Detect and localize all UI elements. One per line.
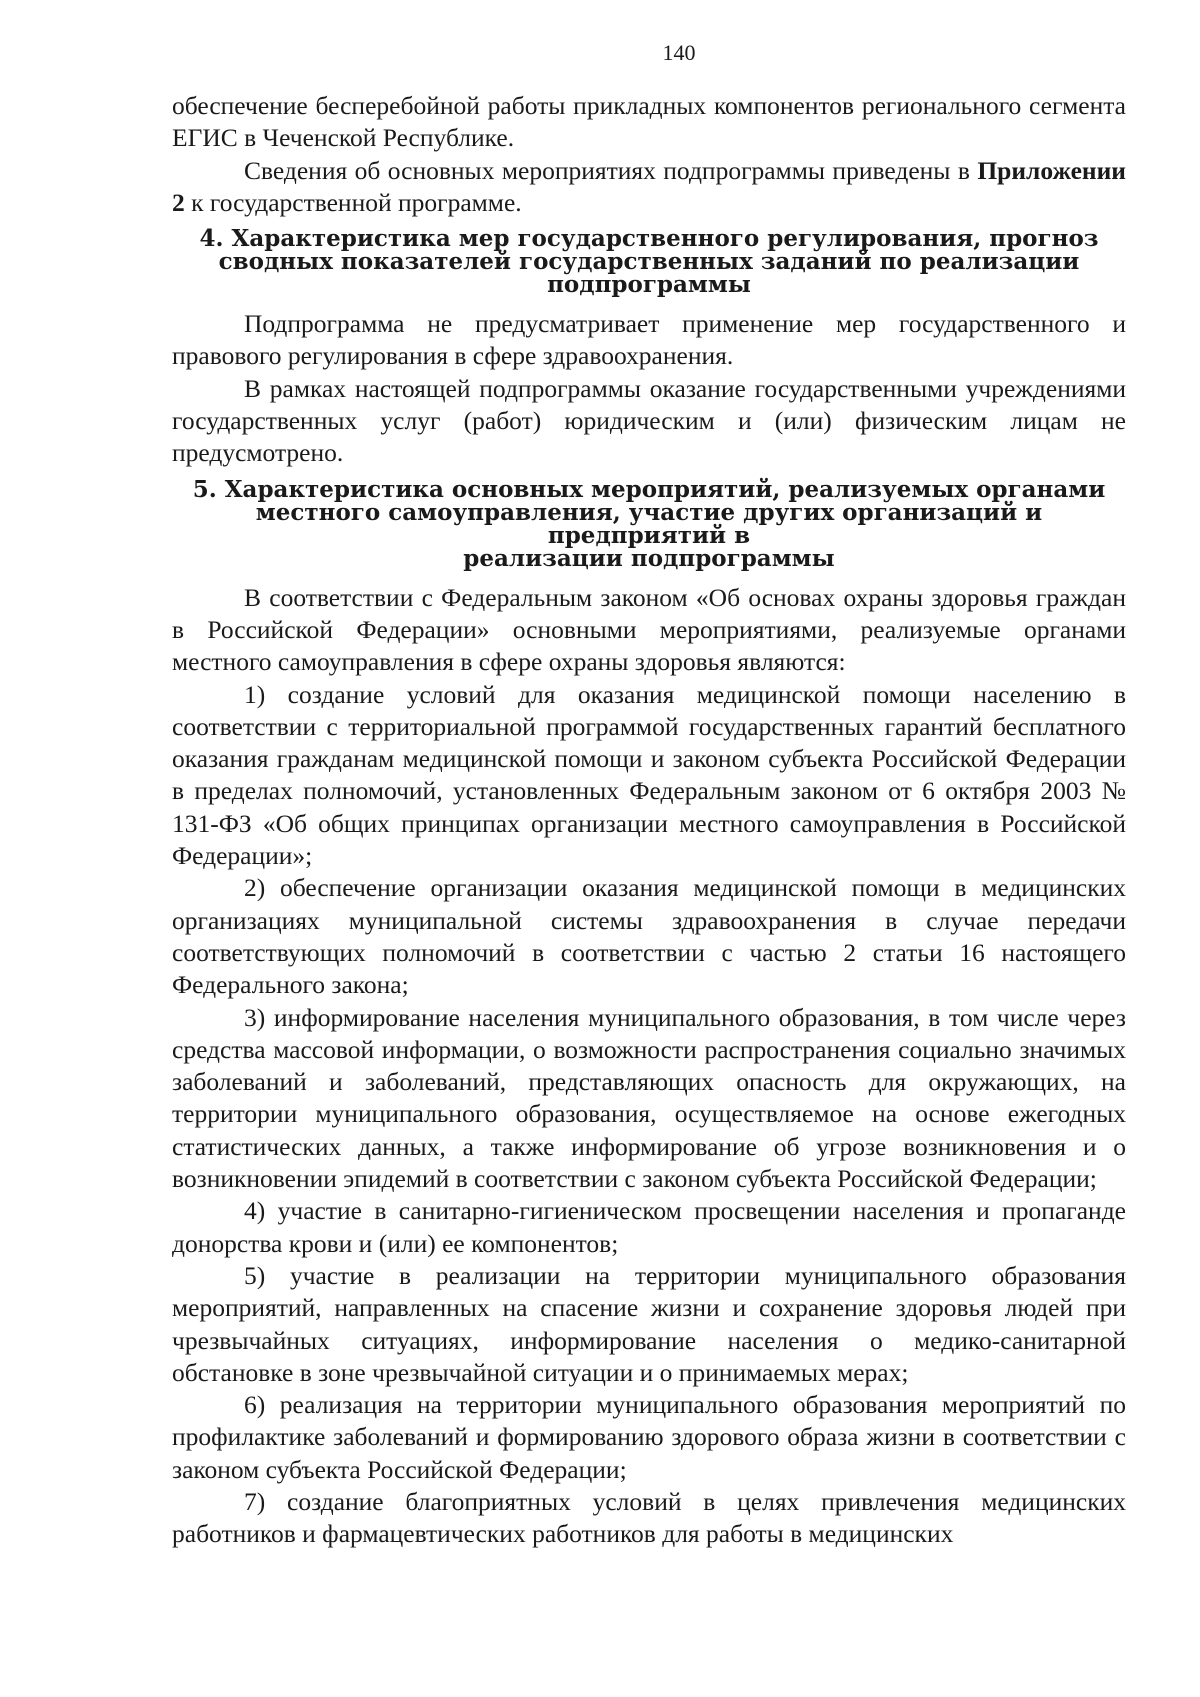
list-item-2: 2) обеспечение организации оказания медицинской помощи в медицинских организациях муниципальной системы здравоохранения в случае передачи соответствующих полномочий в соответствии с частью 2 статьи 16 настоящего Федерального закона; — [172, 873, 1126, 1000]
paragraph-no-regulation: Подпрограмма не предусматривает применение мер государственного и правового регулирования в сфере здравоохранения. — [172, 309, 1126, 371]
heading-5-line-1: 5. Характеристика основных мероприятий, реализуемых органами — [192, 475, 1106, 503]
heading-4-line-2: сводных показателей государственных заданий по реализации — [218, 248, 1080, 276]
list-item-3: 3) информирование населения муниципального образования, в том числе через средства массовой информации, о возможности распространения социально значимых заболеваний и заболеваний, представляющих опасность для окружающих, на территории муниципального образования, осуществляемое на основе ежегодных статистических данных, а также информирование об угрозе возникновения и о возникновении эпидемий в соответствии с законом субъекта Российской Федерации; — [172, 1002, 1126, 1194]
list-item-5: 5) участие в реализации на территории муниципального образования мероприятий, направленных на спасение жизни и сохранение здоровья людей при чрезвычайных ситуациях, информирование населения о медико-санитарной обстановке в зоне чрезвычайной ситуации и о принимаемых мерах; — [172, 1260, 1126, 1387]
appendix-link-text: Приложении 2 — [172, 155, 1126, 217]
section-heading-5 — [172, 475, 1126, 572]
list-item-4: 4) участие в санитарно-гигиеническом просвещении населения и пропаганде донорства крови и (или) ее компонентов; — [172, 1196, 1126, 1258]
paragraph-egis-support: обеспечение бесперебойной работы прикладных компонентов регионального сегмента ЕГИС в Чеченской Республике. — [172, 91, 1126, 153]
list-item-6: 6) реализация на территории муниципального образования мероприятий по профилактике заболеваний и формированию здорового образа жизни в соответствии с законом субъекта Российской Федерации; — [172, 1390, 1126, 1484]
heading-4-line-3: подпрограммы — [547, 271, 751, 299]
appendix-text-before: Сведения об основных мероприятиях подпрограммы приведены в — [244, 155, 978, 185]
section-heading-4 — [172, 225, 1126, 299]
list-item-1: 1) создание условий для оказания медицинской помощи населению в соответствии с территориальной программой государственных гарантий бесплатного оказания гражданам медицинской помощи и законом субъекта Российской Федерации в пределах полномочий, установленных Федеральным законом от 6 октября 2003 № 131-ФЗ «Об общих принципах организации местного самоуправления в Российской Федерации»; — [172, 679, 1126, 871]
appendix-text-after: к государственной программе. — [184, 187, 522, 217]
heading-5-line-2: местного самоуправления, участие других организаций и предприятий в — [255, 498, 1043, 549]
paragraph-federal-law-intro: В соответствии с Федеральным законом «Об основах охраны здоровья граждан в Российской Федерации» основными мероприятиями, реализуемые органами местного самоуправления в сфере охраны здоровья являются: — [172, 582, 1126, 677]
page-number: 140 — [662, 40, 696, 65]
list-item-7: 7) создание благоприятных условий в целях привлечения медицинских работников и фармацевтических работников для работы в медицинских — [172, 1486, 1126, 1549]
heading-5-line-3: реализации подпрограммы — [463, 544, 835, 572]
paragraph-appendix-reference — [172, 155, 1126, 220]
heading-4-line-1: 4. Характеристика мер государственного регулирования, прогноз — [199, 225, 1099, 253]
paragraph-no-state-services: В рамках настоящей подпрограммы оказание государственными учреждениями государственных услуг (работ) юридическим и (или) физическим лицам не предусмотрено. — [172, 373, 1126, 468]
